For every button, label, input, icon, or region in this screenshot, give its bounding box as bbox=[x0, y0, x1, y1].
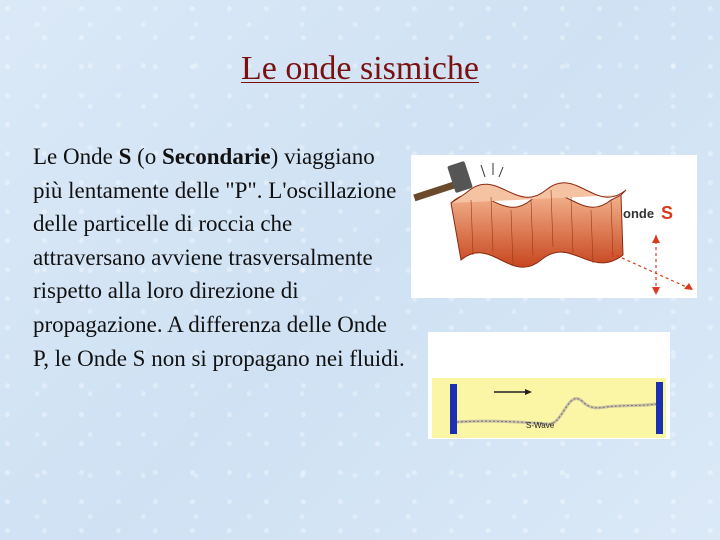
slide-title: Le onde sismiche bbox=[241, 50, 479, 87]
s-wave-rope-illustration bbox=[428, 332, 670, 439]
figure-label-letter: S bbox=[661, 203, 674, 223]
wave-block bbox=[451, 193, 623, 267]
left-post bbox=[450, 384, 457, 434]
s-wave-block-illustration bbox=[411, 155, 697, 298]
body-paragraph: Le Onde S (o Secondarie) viaggiano più lentamente delle "P". L'oscillazione delle particelle di roccia che attraversano avviene trasversalmente rispetto alla loro direzione di propagazione. A differenza delle Onde P, le Onde S non si propagano nei fluidi. bbox=[33, 144, 405, 371]
wave-caption: S-Wave bbox=[526, 421, 555, 430]
figure-label-word: onde bbox=[623, 206, 655, 221]
right-post bbox=[656, 382, 663, 434]
